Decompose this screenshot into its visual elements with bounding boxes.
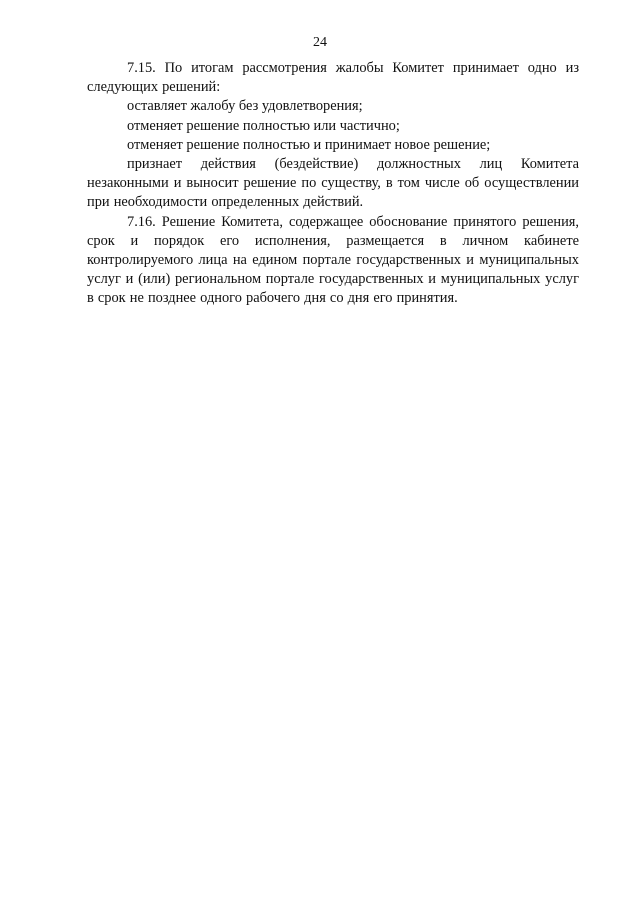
list-item-cancel-and-new-decision: отменяет решение полностью и принимает новое решение; <box>127 136 491 153</box>
list-item-recognize-actions-unlawful: признает действия (бездействие) должностных лиц Комитета незаконными и выносит решение по существу, в том числе об осуществлении при необходимости определенных действий. <box>87 156 579 211</box>
list-item-reject-complaint: оставляет жалобу без удовлетворения; <box>127 98 363 115</box>
page-number: 24 <box>313 35 327 50</box>
paragraph-7-16: 7.16. Решение Комитета, содержащее обоснование принятого решения, срок и порядок его исполнения, размещается в личном кабинете контролируемого лица на едином портале государственных и муниципальных услуг и (или) региональном портале государственных и муниципальных услуг в срок не позднее одного рабочего дня со дня его принятия. <box>87 213 579 307</box>
document-body <box>87 59 579 309</box>
list-item-cancel-decision: отменяет решение полностью или частично; <box>127 117 400 134</box>
paragraph-7-15: 7.15. По итогам рассмотрения жалобы Комитет принимает одно из следующих решений: <box>87 60 579 96</box>
